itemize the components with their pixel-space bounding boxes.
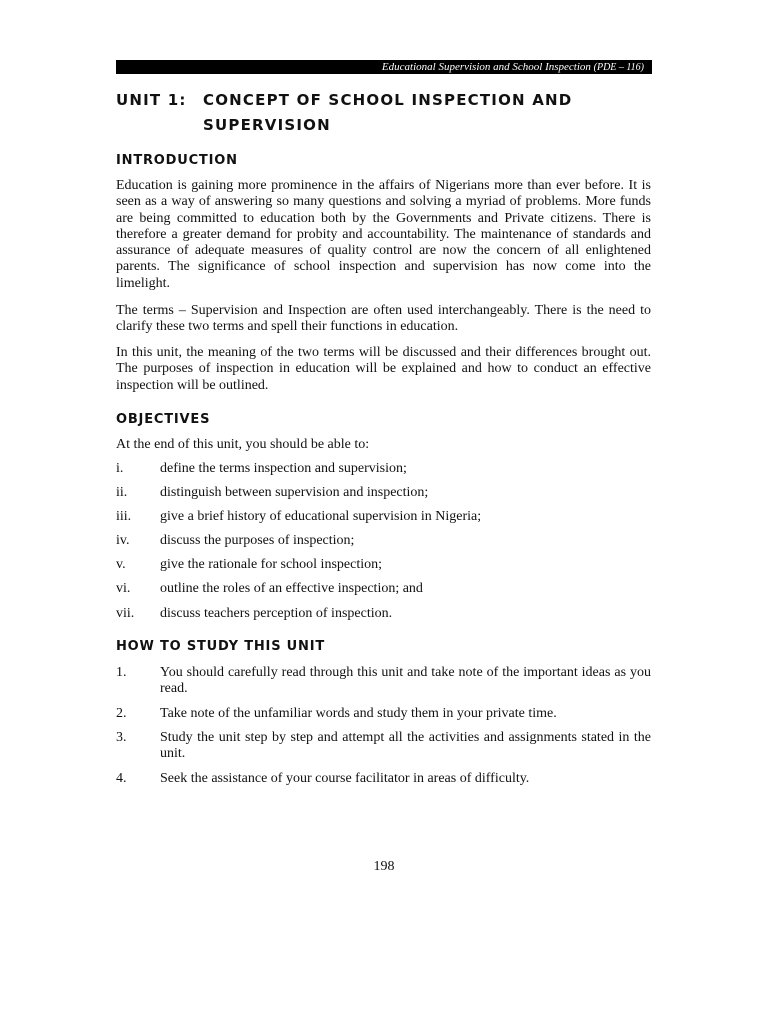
objective-marker: iii. [116, 509, 132, 524]
study-text: Seek the assistance of your course facilitator in areas of difficulty. [160, 771, 530, 786]
objective-text: give a brief history of educational supervision in Nigeria; [160, 509, 482, 524]
objective-text: discuss teachers perception of inspection. [160, 606, 393, 621]
page-number: 198 [373, 859, 395, 874]
objective-marker: iv. [116, 533, 130, 548]
objective-marker: ii. [116, 485, 128, 500]
header-course-title: Educational Supervision and School Inspection [381, 61, 591, 73]
study-marker: 1. [116, 665, 127, 680]
objective-marker: i. [116, 461, 124, 476]
objective-text: outline the roles of an effective inspection; and [160, 581, 423, 596]
objectives-intro: At the end of this unit, you should be able to: [116, 437, 370, 452]
header-course-code: (PDE – 116) [593, 62, 644, 73]
study-marker: 2. [116, 706, 127, 721]
objective-text: distinguish between supervision and inspection; [160, 485, 429, 500]
unit-title-text: CONCEPT OF SCHOOL INSPECTION AND SUPERVISION [203, 91, 573, 134]
study-heading: HOW TO STUDY THIS UNIT [116, 639, 326, 654]
objectives-heading: OBJECTIVES [116, 412, 211, 427]
study-marker: 3. [116, 730, 127, 745]
objective-marker: v. [116, 557, 126, 572]
study-text: You should carefully read through this unit and take note of the important ideas as you read. [160, 665, 651, 697]
unit-number: UNIT 1: [116, 91, 187, 109]
objective-marker: vii. [116, 606, 135, 621]
introduction-heading: INTRODUCTION [116, 153, 238, 168]
objective-text: discuss the purposes of inspection; [160, 533, 355, 548]
introduction-paragraph-2: The terms – Supervision and Inspection are often used interchangeably. There is the need to clarify these two terms and spell their functions in education. [116, 303, 651, 335]
objective-text: give the rationale for school inspection; [160, 557, 382, 572]
introduction-paragraph-3: In this unit, the meaning of the two terms will be discussed and their differences brought out. The purposes of inspection in education will be explained and how to conduct an effective inspection will be outlined. [116, 345, 651, 393]
study-marker: 4. [116, 771, 127, 786]
study-text: Study the unit step by step and attempt all the activities and assignments stated in the unit. [160, 730, 651, 762]
objective-text: define the terms inspection and supervision; [160, 461, 407, 476]
study-text: Take note of the unfamiliar words and study them in your private time. [160, 706, 557, 721]
objective-marker: vi. [116, 581, 131, 596]
running-header [116, 60, 652, 74]
introduction-paragraph-1: Education is gaining more prominence in the affairs of Nigerians more than ever before. It is seen as a way of answering so many questions and solving a myriad of problems. More funds are being committed to education both by the Governments and Private citizens. There is therefore a greater demand for probity and accountability. The maintenance of standards and assurance of adequate measures of quality control are now the concern of all enlightened parents. The significance of school inspection and supervision has now come into the limelight. [116, 178, 651, 291]
